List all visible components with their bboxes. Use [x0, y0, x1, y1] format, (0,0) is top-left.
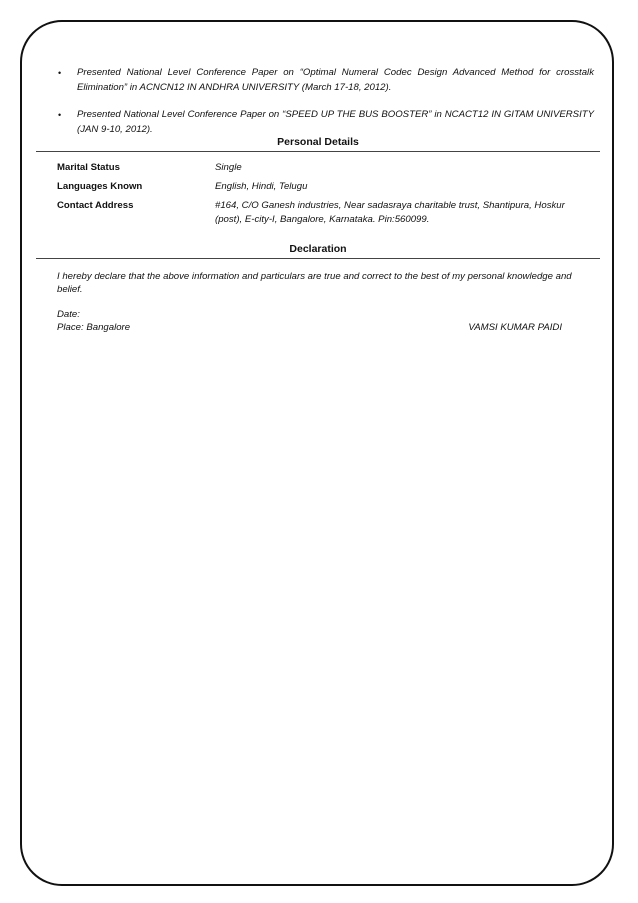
section-divider — [36, 258, 600, 259]
publication-text: Presented National Level Conference Paper on “Optimal Numeral Codec Design Advanced Method for crosstalk Elimination” in ACNCN12 IN ANDHRA UNIVERSITY (March 17-18, 2012). — [77, 67, 594, 93]
publications-list — [36, 66, 600, 137]
place-label: Place: Bangalore — [57, 321, 131, 333]
section-divider — [36, 151, 600, 152]
declaration-text: I hereby declare that the above information and particulars are true and correct to the best of my personal knowledge and belief. — [57, 271, 572, 295]
bullet-icon: • — [58, 110, 62, 120]
signature-name: VAMSI KUMAR PAIDI — [468, 321, 562, 333]
detail-label: Marital Status — [57, 162, 120, 173]
place-signature-row — [57, 322, 562, 335]
detail-label: Contact Address — [57, 200, 134, 211]
bullet-icon: • — [58, 68, 62, 78]
personal-details-table — [57, 161, 577, 232]
date-label: Date: — [57, 309, 80, 320]
detail-value: #164, C/O Ganesh industries, Near sadasraya charitable trust, Shantipura, Hoskur (post), E-city-I, Bangalore, Karnataka. Pin:560099. — [215, 200, 565, 225]
detail-label: Languages Known — [57, 181, 143, 192]
resume-page-content — [36, 66, 600, 334]
publication-text: Presented National Level Conference Paper on “SPEED UP THE BUS BOOSTER” in NCACT12 IN GITAM UNIVERSITY (JAN 9-10, 2012). — [77, 109, 594, 135]
list-item — [36, 66, 600, 95]
detail-value: Single — [215, 162, 242, 173]
table-row — [57, 199, 577, 232]
table-row — [57, 161, 577, 180]
list-item — [36, 108, 600, 137]
personal-details-heading: Personal Details — [277, 136, 359, 148]
detail-value: English, Hindi, Telugu — [215, 181, 308, 192]
declaration-heading: Declaration — [289, 243, 347, 255]
table-row — [57, 180, 577, 199]
